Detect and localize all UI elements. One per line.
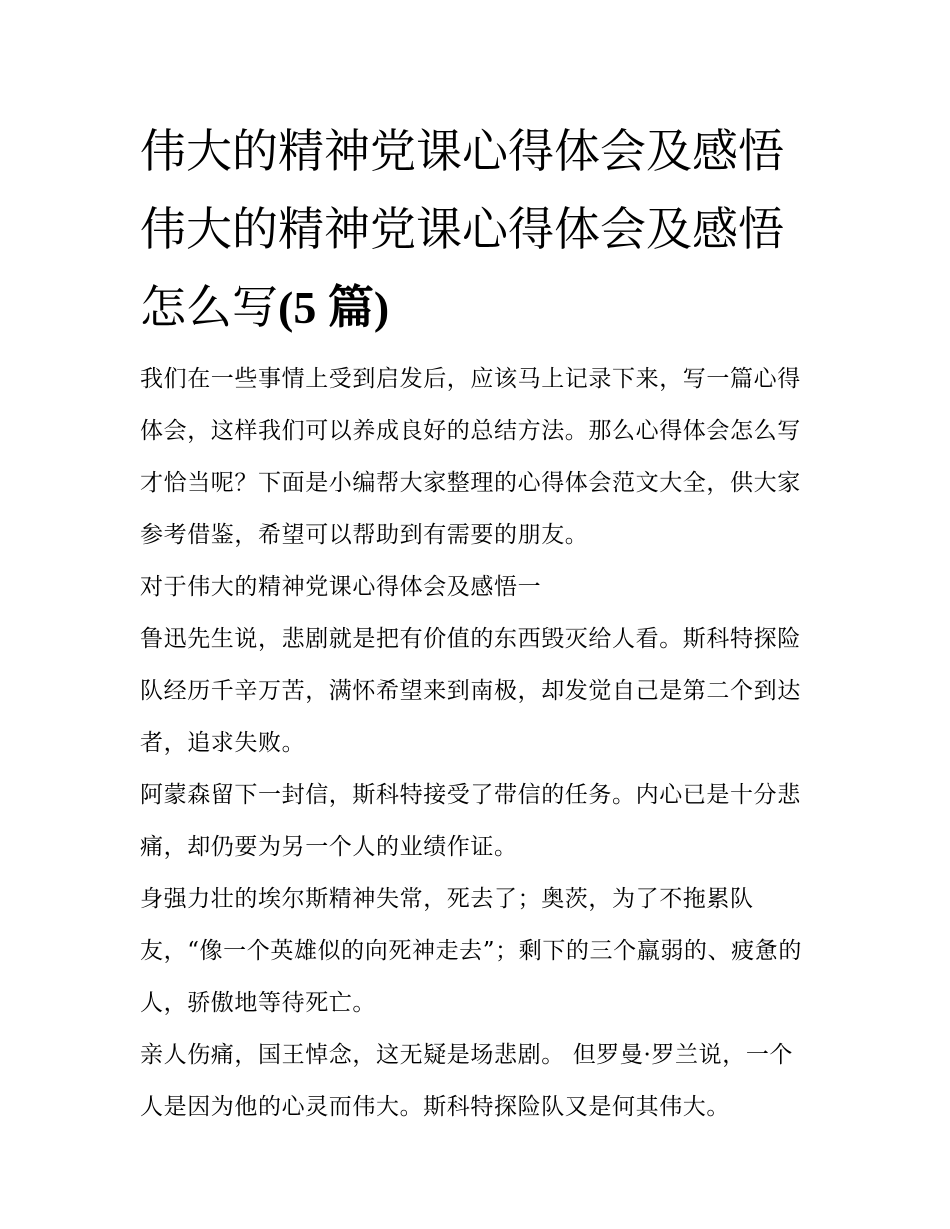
body-paragraph: 阿蒙森留下一封信，斯科特接受了带信的任务。内心已是十分悲痛，却仍要为另一个人的业绩作证。 — [140, 782, 801, 860]
title-text: 伟大的精神党课心得体会及感悟 伟大的精神党课心得体会及感悟怎么写 — [140, 124, 784, 334]
body-paragraph: 亲人伤痛，国王悼念，这无疑是场悲剧。 但罗曼·罗兰说，一个人是因为他的心灵而伟大。斯科特探险队又是何其伟大。 — [140, 1042, 794, 1120]
document-title — [140, 112, 812, 347]
body-paragraph: 鲁迅先生说，悲剧就是把有价值的东西毁灭给人看。斯科特探险队经历千辛万苦，满怀希望来到南极，却发觉自己是第二个到达者，追求失败。 — [140, 626, 801, 756]
title-count: (5 篇) — [278, 282, 390, 333]
body-paragraph: 身强力壮的埃尔斯精神失常，死去了；奥茨，为了不拖累队友，“像一个英雄似的向死神走去”；剩下的三个羸弱的、疲惫的人，骄傲地等待死亡。 — [140, 886, 802, 1016]
section-heading: 对于伟大的精神党课心得体会及感悟一 — [140, 574, 542, 600]
intro-paragraph: 我们在一些事情上受到启发后，应该马上记录下来，写一篇心得体会，这样我们可以养成良好的总结方法。那么心得体会怎么写才恰当呢？下面是小编帮大家整理的心得体会范文大全，供大家参考借鉴，希望可以帮助到有需要的朋友。 — [140, 366, 801, 548]
document-page — [140, 112, 812, 1133]
